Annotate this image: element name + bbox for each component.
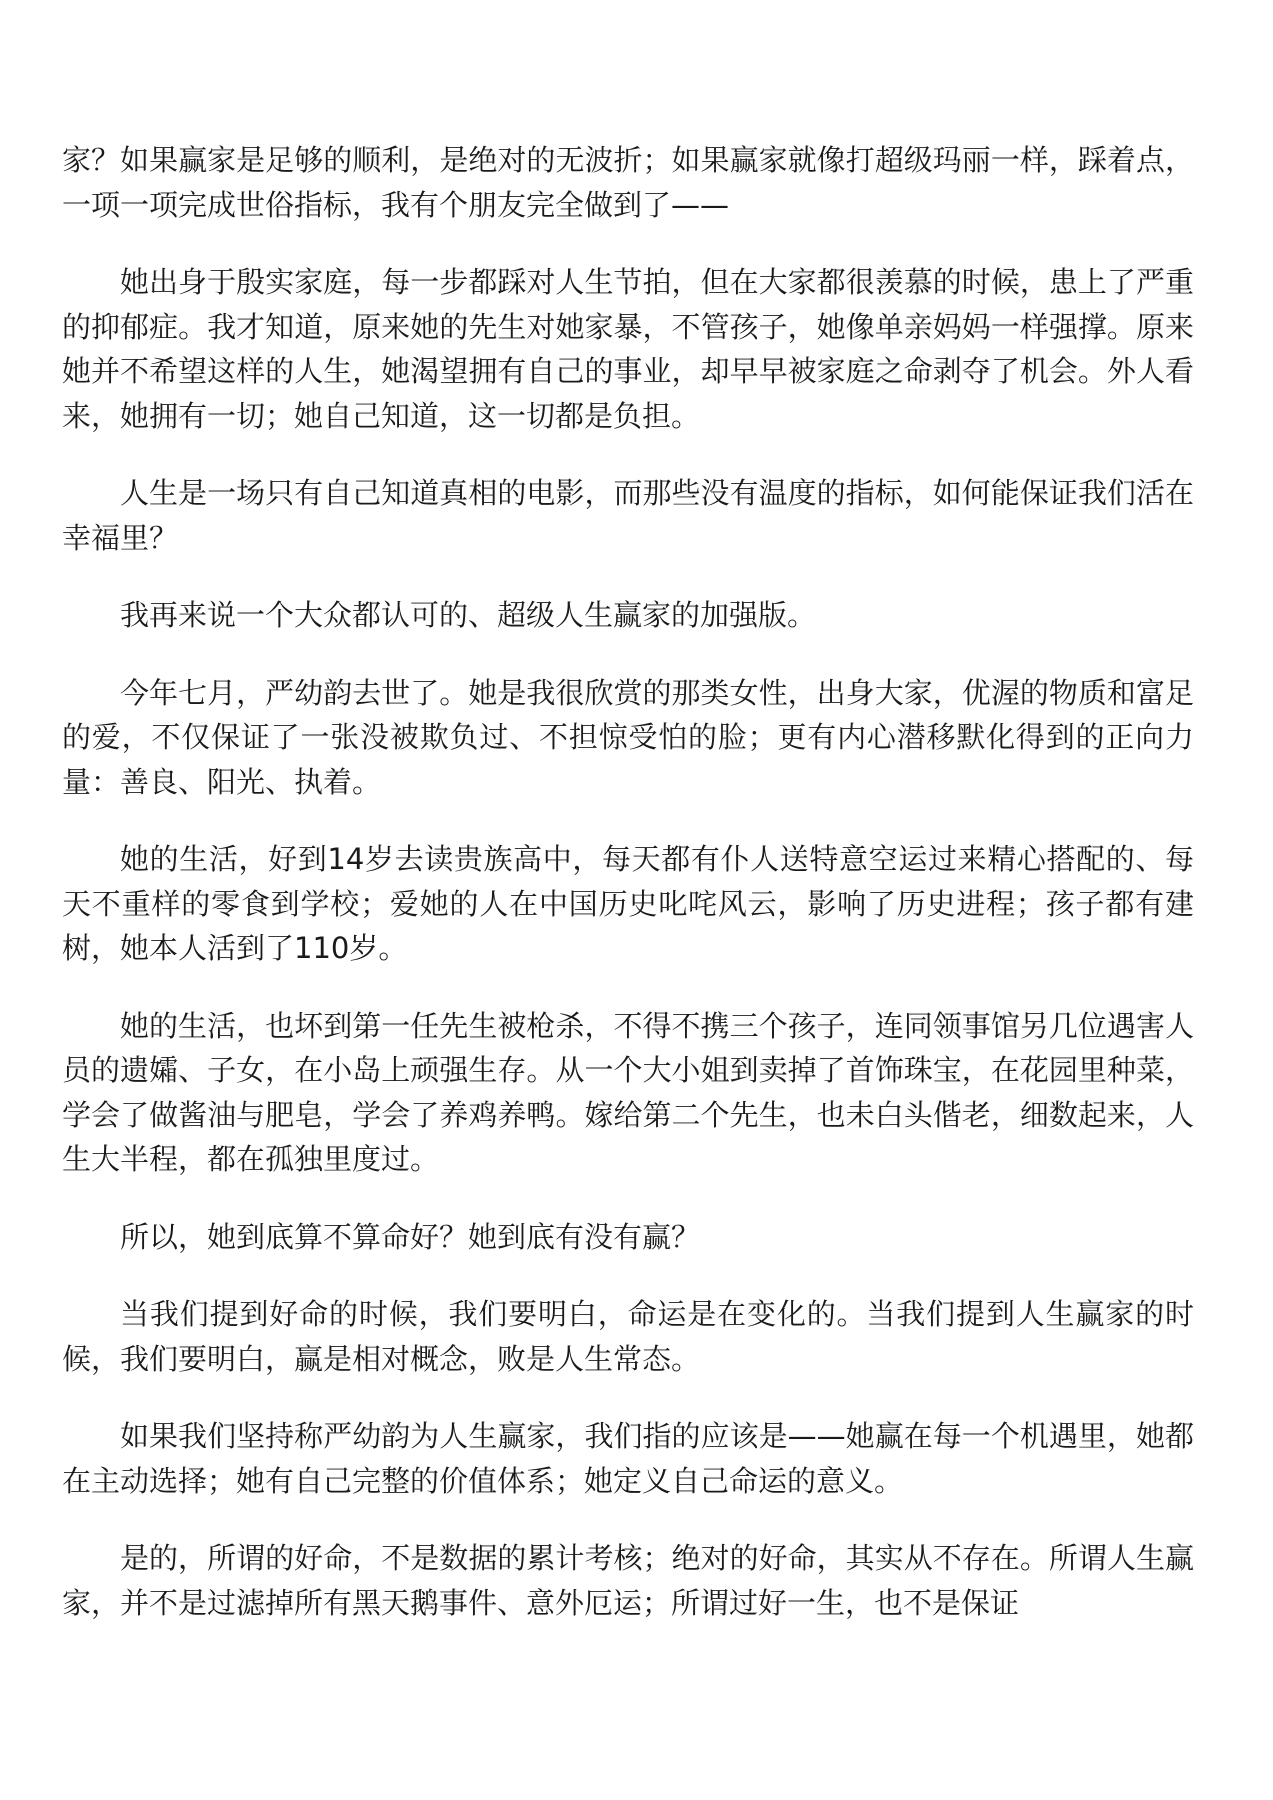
paragraph-9: 当我们提到好命的时候，我们要明白，命运是在变化的。当我们提到人生赢家的时候，我们要明白，赢是相对概念，败是人生常态。 xyxy=(62,1297,1194,1376)
paragraph-10: 如果我们坚持称严幼韵为人生赢家，我们指的应该是——她赢在每一个机遇里，她都在主动选择；她有自己完整的价值体系；她定义自己命运的意义。 xyxy=(62,1419,1194,1498)
paragraph-4: 我再来说一个大众都认可的、超级人生赢家的加强版。 xyxy=(120,598,817,632)
paragraph-3: 人生是一场只有自己知道真相的电影，而那些没有温度的指标，如何能保证我们活在幸福里？ xyxy=(62,476,1194,555)
paragraph-1: 家？如果赢家是足够的顺利，是绝对的无波折；如果赢家就像打超级玛丽一样，踩着点，一项一项完成世俗指标，我有个朋友完全做到了—— xyxy=(62,143,1194,222)
paragraph-8: 所以，她到底算不算命好？她到底有没有赢？ xyxy=(120,1219,701,1254)
paragraph-2: 她出身于殷实家庭，每一步都踩对人生节拍，但在大家都很羡慕的时候，患上了严重的抑郁症。我才知道，原来她的先生对她家暴，不管孩子，她像单亲妈妈一样强撑。原来她并不希望这样的人生，她渴望拥有自己的事业，却早早被家庭之命剥夺了机会。外人看来，她拥有一切；她自己知道，这一切都是负担。 xyxy=(62,265,1194,433)
article-body xyxy=(62,138,1194,1658)
paragraph-5: 今年七月，严幼韵去世了。她是我很欣赏的那类女性，出身大家，优渥的物质和富足的爱，不仅保证了一张没被欺负过、不担惊受怕的脸；更有内心潜移默化得到的正向力量：善良、阳光、执着。 xyxy=(62,675,1194,799)
paragraph-7: 她的生活，也坏到第一任先生被枪杀，不得不携三个孩子，连同领事馆另几位遇害人员的遗孀、子女，在小岛上顽强生存。从一个大小姐到卖掉了首饰珠宝，在花园里种菜，学会了做酱油与肥皂，学会了养鸡养鸭。嫁给第二个先生，也未白头偕老，细数起来，人生大半程，都在孤独里度过。 xyxy=(62,1008,1194,1176)
paragraph-11: 是的，所谓的好命，不是数据的累计考核；绝对的好命，其实从不存在。所谓人生赢家，并不是过滤掉所有黑天鹅事件、意外厄运；所谓过好一生，也不是保证 xyxy=(62,1541,1194,1620)
paragraph-6: 她的生活，好到14岁去读贵族高中，每天都有仆人送特意空运过来精心搭配的、每天不重样的零食到学校；爱她的人在中国历史叱咤风云，影响了历史进程；孩子都有建树，她本人活到了110岁。 xyxy=(62,842,1194,965)
